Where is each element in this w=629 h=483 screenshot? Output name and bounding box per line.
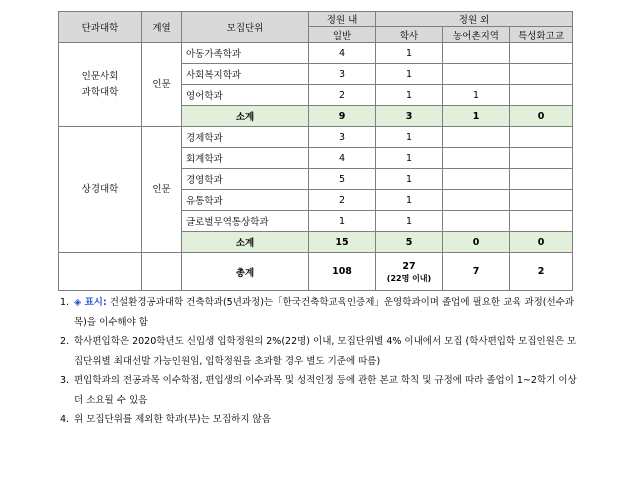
bachelor-cell: 1 [376,64,443,85]
total-rural: 7 [443,253,510,291]
subtotal-label: 소계 [182,232,309,253]
note-item [60,371,580,410]
specialized-cell [510,148,573,169]
total-label: 총계 [182,253,309,291]
rural-cell [443,64,510,85]
rural-cell [443,211,510,232]
bachelor-cell: 1 [376,127,443,148]
specialized-cell [510,211,573,232]
note-item [60,293,580,332]
total-specialized: 2 [510,253,573,291]
note-mark: ◈ 표시: [74,297,107,308]
specialized-cell [510,64,573,85]
header-bachelor: 학사 [376,27,443,43]
note-number: 2. [60,336,70,347]
total-blank-track [142,253,182,291]
bachelor-cell: 1 [376,169,443,190]
total-bachelor-cell [376,253,443,291]
note-number: 4. [60,414,70,425]
general-cell: 1 [309,211,376,232]
general-cell: 4 [309,43,376,64]
rural-cell [443,169,510,190]
header-unit: 모집단위 [182,12,309,43]
header-general: 일반 [309,27,376,43]
subtotal-bachelor: 5 [376,232,443,253]
specialized-cell [510,127,573,148]
subtotal-label: 소계 [182,106,309,127]
unit-cell: 경영학과 [182,169,309,190]
header-college: 단과대학 [59,12,142,43]
header-specialized: 특성화고교 [510,27,573,43]
rural-cell: 1 [443,85,510,106]
admission-quota-table [58,11,573,291]
bachelor-cell: 1 [376,148,443,169]
rural-cell [443,190,510,211]
header-within-quota: 정원 내 [309,12,376,27]
general-cell: 4 [309,148,376,169]
note-item [60,410,580,430]
specialized-cell [510,85,573,106]
rural-cell [443,148,510,169]
rural-cell [443,43,510,64]
specialized-cell [510,169,573,190]
unit-cell: 아동가족학과 [182,43,309,64]
unit-cell: 회계학과 [182,148,309,169]
unit-cell: 영어학과 [182,85,309,106]
general-cell: 5 [309,169,376,190]
unit-cell: 글로벌무역통상학과 [182,211,309,232]
subtotal-bachelor: 3 [376,106,443,127]
subtotal-general: 9 [309,106,376,127]
header-rural: 농어촌지역 [443,27,510,43]
unit-cell: 경제학과 [182,127,309,148]
note-text: 편입학과의 전공과목 이수학점, 편입생의 이수과목 및 성적인정 등에 관한 본교 학칙 및 규정에 따라 졸업이 1~2학기 이상 더 소요될 수 있음 [74,375,577,406]
table-row [59,43,573,64]
general-cell: 3 [309,127,376,148]
total-blank-college [59,253,142,291]
subtotal-rural: 0 [443,232,510,253]
specialized-cell [510,43,573,64]
total-row [59,253,573,291]
general-cell: 3 [309,64,376,85]
note-item [60,332,580,371]
note-text: 건설환경공과대학 건축학과(5년과정)는「한국건축학교육인증제」운영학과이며 졸업에 필요한 교육 과정(선수과목)을 이수해야 함 [74,297,575,328]
subtotal-specialized: 0 [510,106,573,127]
total-bachelor: 27 [402,260,416,272]
header-track: 계열 [142,12,182,43]
bachelor-cell: 1 [376,190,443,211]
general-cell: 2 [309,85,376,106]
note-text: 위 모집단위를 제외한 학과(부)는 모집하지 않음 [74,414,271,425]
unit-cell: 사회복지학과 [182,64,309,85]
notes-list [60,293,580,430]
subtotal-general: 15 [309,232,376,253]
rural-cell [443,127,510,148]
total-bachelor-note: (22명 이내) [386,273,432,283]
bachelor-cell: 1 [376,43,443,64]
header-outside-quota: 정원 외 [376,12,573,27]
general-cell: 2 [309,190,376,211]
total-general: 108 [309,253,376,291]
table-row [59,127,573,148]
bachelor-cell: 1 [376,211,443,232]
subtotal-rural: 1 [443,106,510,127]
college-cell: 상경대학 [59,127,142,253]
note-text: 학사편입학은 2020학년도 신입생 입학정원의 2%(22명) 이내, 모집단위별 4% 이내에서 모집 (학사편입학 모집인원은 모집단위별 최대선발 가능인원임, 입학정원을 초과할 경우 별도 기준에 따름) [74,336,577,367]
track-cell: 인문 [142,127,182,253]
specialized-cell [510,190,573,211]
unit-cell: 유통학과 [182,190,309,211]
note-number: 3. [60,375,70,386]
subtotal-specialized: 0 [510,232,573,253]
bachelor-cell: 1 [376,85,443,106]
note-number: 1. [60,297,70,308]
track-cell: 인문 [142,43,182,127]
college-cell: 인문사회 과학대학 [59,43,142,127]
